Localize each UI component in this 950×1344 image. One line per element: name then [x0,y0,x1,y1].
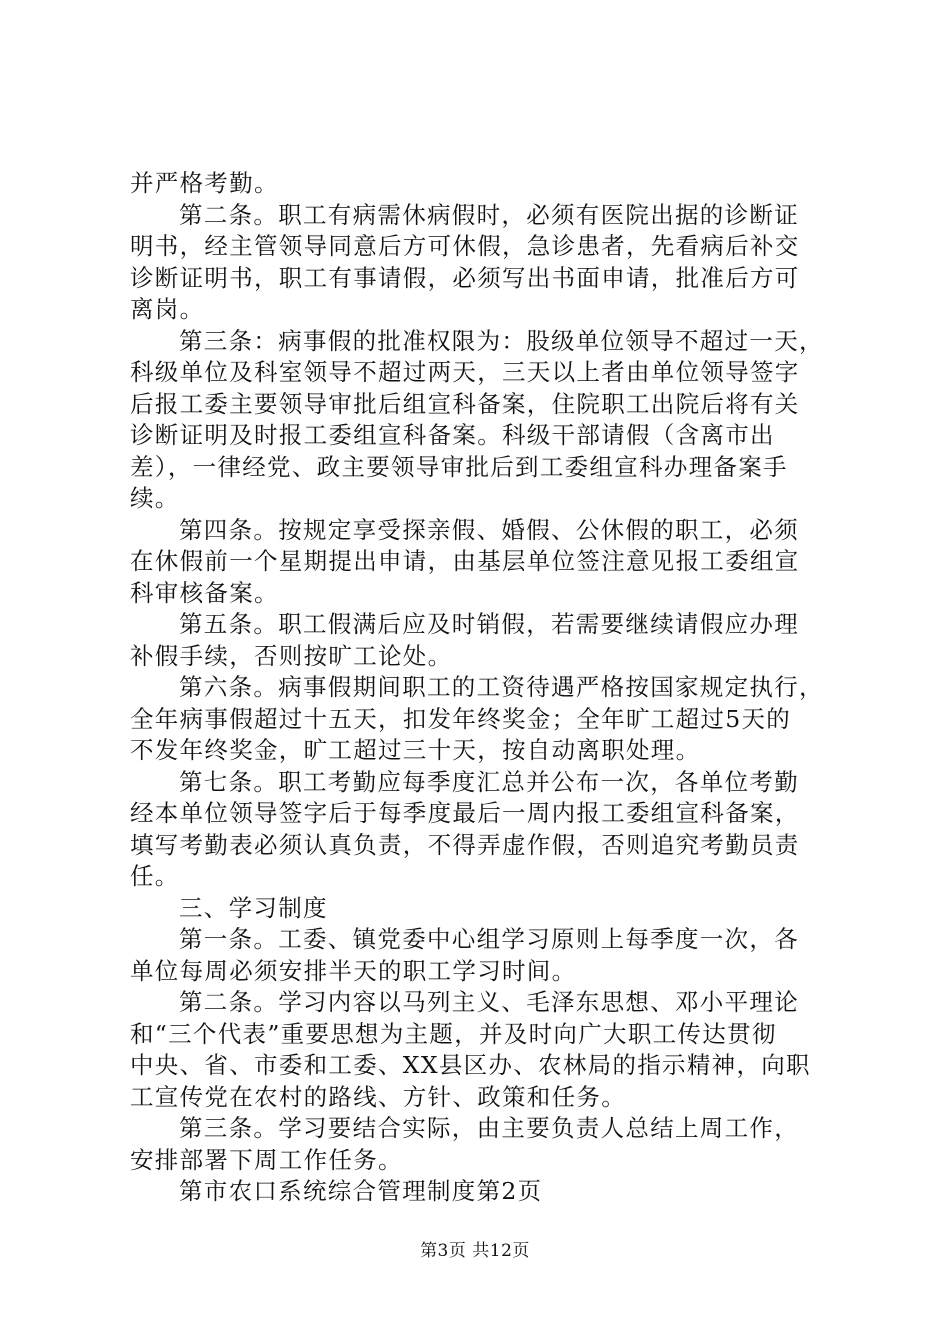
page-footer: 第3页 共12页 [420,1241,530,1261]
section-heading: 三、学习制度 [179,893,328,922]
text-line: 补假手续，否则按旷工论处。 [130,641,453,670]
text-line: 差），一律经党、政主要领导审批后到工委组宣科办理备案手 [130,452,788,481]
text-line: 诊断证明及时报工委组宣科备案。科级干部请假（含离市出 [130,421,775,449]
text-line: 第二条。职工有病需休病假时，必须有医院出据的诊断证 [179,200,799,229]
document-body [130,168,850,1208]
text-line: 不发年终奖金，旷工超过三十天，按自动离职处理。 [130,736,701,764]
text-line: 经本单位领导签字后于每季度最后一周内报工委组宣科备案， [130,799,800,827]
text-line: 在休假前一个星期提出申请，由基层单位签注意见报工委组宣 [130,547,800,575]
text-line: 第六条。病事假期间职工的工资待遇严格按国家规定执行， [179,673,824,701]
text-line: 第五条。职工假满后应及时销假，若需要继续请假应办理 [179,610,799,638]
text-line: 安排部署下周工作任务。 [130,1145,403,1174]
text-line: 第四条。按规定享受探亲假、婚假、公休假的职工，必须 [179,515,799,544]
text-line: 第三条：病事假的批准权限为：股级单位领导不超过一天， [179,326,824,355]
text-line: 全年病事假超过十五天，扣发年终奖金；全年旷工超过5天的 [130,704,792,733]
text-line: 第三条。学习要结合实际，由主要负责人总结上周工作， [179,1114,799,1142]
text-line: 并严格考勤。 [130,169,279,197]
text-line: 任。 [130,862,180,890]
text-line: 离岗。 [130,295,205,323]
text-line: 填写考勤表必须认真负责，不得弄虚作假，否则追究考勤员责 [130,830,800,859]
text-line: 续。 [130,484,180,512]
text-line: 科级单位及科室领导不超过两天，三天以上者由单位领导签字 [130,358,800,386]
text-line: 第一条。工委、镇党委中心组学习原则上每季度一次，各 [179,925,799,953]
text-line: 工宣传党在农村的路线、方针、政策和任务。 [130,1082,626,1111]
text-line: 第七条。职工考勤应每季度汇总并公布一次，各单位考勤 [179,767,799,796]
text-line: 第二条。学习内容以马列主义、毛泽东思想、邓小平理论 [179,988,799,1016]
text-line: 中央、省、市委和工委、XX县区办、农林局的指示精神，向职 [130,1051,811,1079]
text-line: 和“三个代表”重要思想为主题，并及时向广大职工传达贯彻 [130,1019,777,1048]
text-line: 第市农口系统综合管理制度第2页 [179,1177,543,1205]
text-line: 单位每周必须安排半天的职工学习时间。 [130,956,577,985]
text-line: 后报工委主要领导审批后组宣科备案，住院职工出院后将有关 [130,389,800,418]
text-line: 诊断证明书，职工有事请假，必须写出书面申请，批准后方可 [130,263,800,292]
text-line: 科审核备案。 [130,578,279,607]
text-line: 明书，经主管领导同意后方可休假，急诊患者，先看病后补交 [130,232,800,260]
